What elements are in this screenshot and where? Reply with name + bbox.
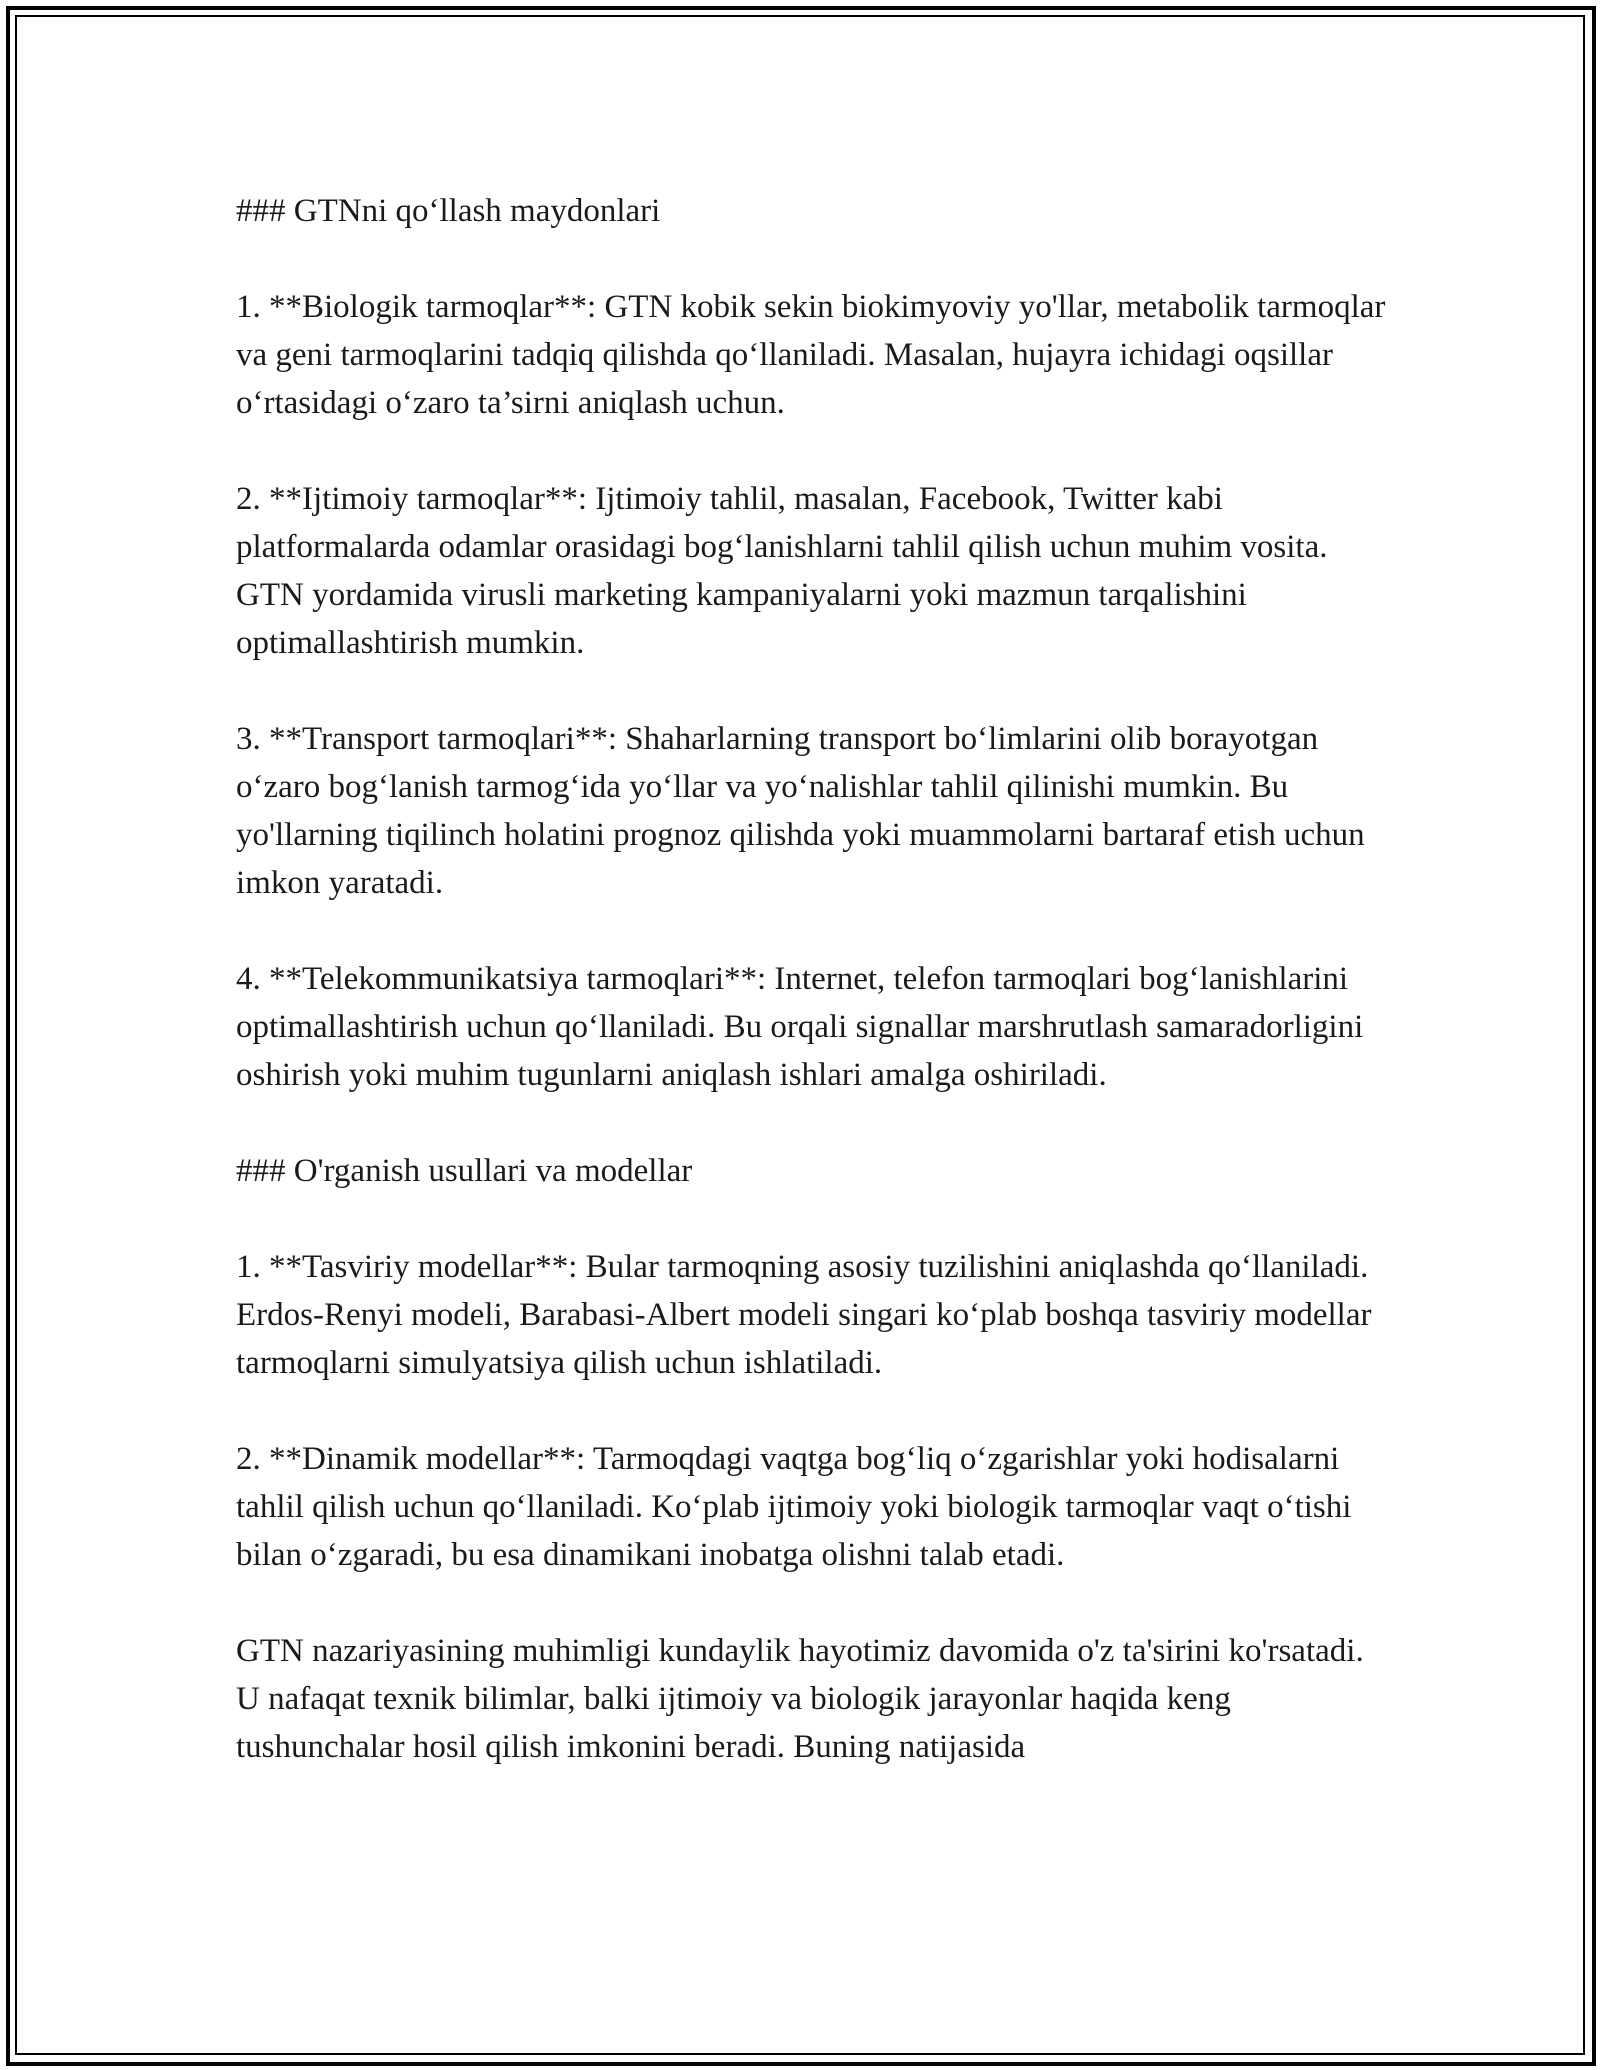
closing-paragraph: GTN nazariyasining muhimligi kundaylik hayotimiz davomida o'z ta'sirini ko'rsatadi. U nafaqat texnik bilimlar, balki ijtimoiy va biologik jarayonlar haqida keng tushunchalar hosil qilish imkonini beradi. Buning natijasida	[236, 1633, 1364, 1765]
list-item-transport-networks: 3. **Transport tarmoqlari**: Shaharlarning transport bo‘limlarini olib borayotgan o‘zaro bog‘lanish tarmog‘ida yo‘llar va yo‘nalishlar tahlil qilinishi mumkin. Bu yo'llarning tiqilinch holatini prognoz qilishda yoki muammolarni bartaraf etish uchun imkon yaratadi.	[236, 721, 1365, 901]
list-item-dynamic-models: 2. **Dinamik modellar**: Tarmoqdagi vaqtga bog‘liq o‘zgarishlar yoki hodisalarni tahlil qilish uchun qo‘llaniladi. Ko‘plab ijtimoiy yoki biologik tarmoqlar vaqt o‘tishi bilan o‘zgaradi, bu esa dinamikani inobatga olishni talab etadi.	[236, 1441, 1352, 1573]
list-item-biological-networks: 1. **Biologik tarmoqlar**: GTN kobik sekin biokimyoviy yo'llar, metabolik tarmoqlar va geni tarmoqlarini tadqiq qilishda qo‘llaniladi. Masalan, hujayra ichidagi oqsillar o‘rtasidagi o‘zaro ta’sirni aniqlash uchun.	[236, 289, 1386, 421]
document-body	[236, 187, 1386, 1771]
list-item-descriptive-models: 1. **Tasviriy modellar**: Bular tarmoqning asosiy tuzilishini aniqlashda qo‘llaniladi. Erdos-Renyi modeli, Barabasi-Albert modeli singari ko‘plab boshqa tasviriy modellar tarmoqlarni simulyatsiya qilish uchun ishlatiladi.	[236, 1249, 1372, 1381]
list-item-telecommunication-networks: 4. **Telekommunikatsiya tarmoqlari**: Internet, telefon tarmoqlari bog‘lanishlarini optimallashtirish uchun qo‘llaniladi. Bu orqali signallar marshrutlash samaradorligini oshirish yoki muhim tugunlarni aniqlash ishlari amalga oshiriladi.	[236, 961, 1364, 1093]
section-heading-applications: ### GTNni qo‘llash maydonlari	[236, 193, 661, 229]
list-item-social-networks: 2. **Ijtimoiy tarmoqlar**: Ijtimoiy tahlil, masalan, Facebook, Twitter kabi platformalarda odamlar orasidagi bog‘lanishlarni tahlil qilish uchun muhim vosita. GTN yordamida virusli marketing kampaniyalarni yoki mazmun tarqalishini optimallashtirish mumkin.	[236, 481, 1328, 661]
section-heading-methods-models: ### O'rganish usullari va modellar	[236, 1153, 693, 1189]
